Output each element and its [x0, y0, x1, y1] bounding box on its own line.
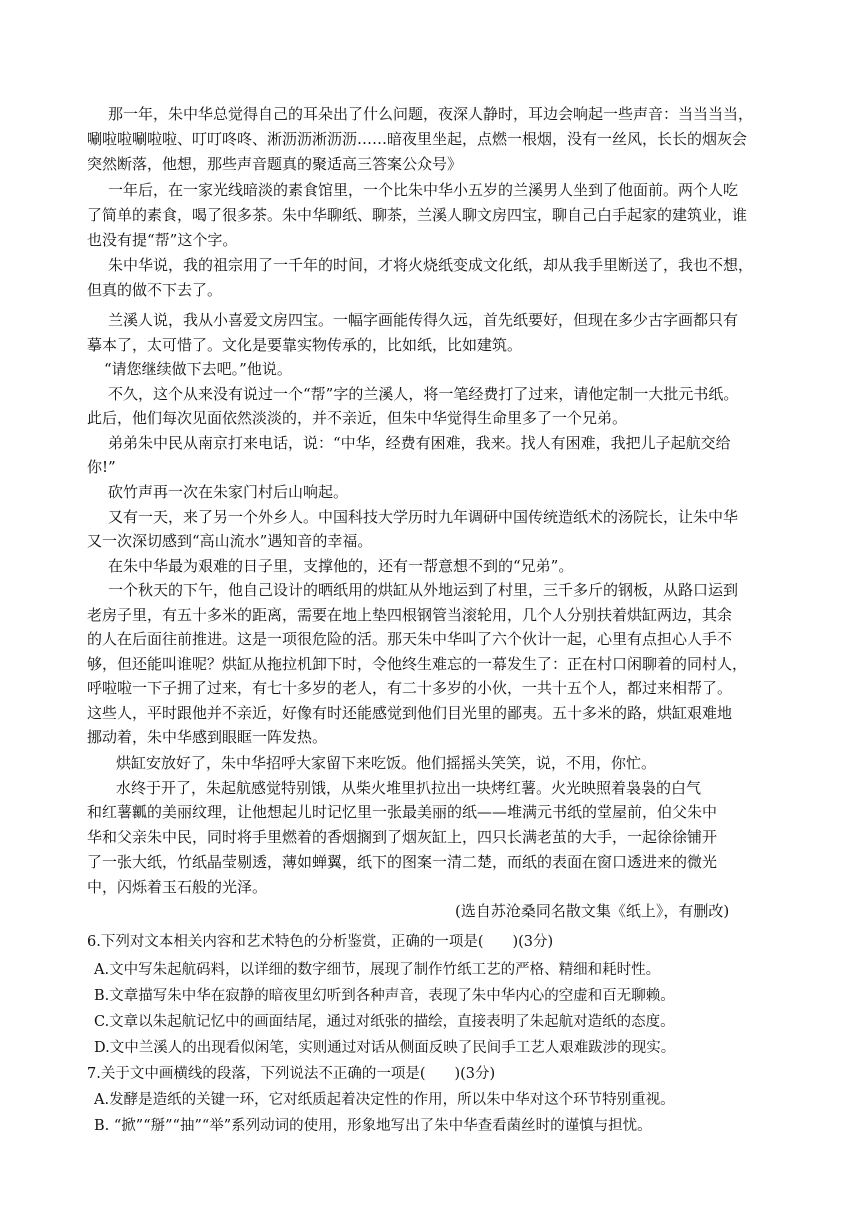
passage-line: 中，闪烁着玉石般的光泽。: [87, 878, 268, 896]
question-6-option-b: B.文章描写朱中华在寂静的暗夜里幻听到各种声音，表现了朱中华内心的空虚和百无聊赖。: [94, 988, 675, 1004]
passage-line: 华和父亲朱中民，同时将手里燃着的香烟搁到了烟灰缸上，四只长满老茧的大手，一起徐徐铺开: [87, 828, 718, 846]
passage-line: 了一张大纸，竹纸晶莹剔透，薄如蝉翼，纸下的图案一清二楚，而纸的表面在窗口透进来的微光: [87, 853, 718, 871]
passage-line: 摹本了，太可惜了。文化是要靠实物传承的，比如纸，比如建筑。: [87, 336, 523, 354]
question-6-option-a: A.文中写朱起航码料，以详细的数字细节，展现了制作竹纸工艺的严格、精细和耗时性。: [94, 962, 661, 978]
question-6-option-d: D.文中兰溪人的出现看似闲笔，实则通过对话从侧面反映了民间手工艺人艰难跋涉的现实。: [94, 1040, 676, 1056]
passage-line: 兰溪人说，我从小喜爱文房四宝。一幅字画能传得久远，首先纸要好，但现在多少古字画都只有: [108, 311, 739, 329]
passage-line: 挪动着，朱中华感到眼眶一阵发热。: [87, 728, 328, 746]
question-7-option-a: A.发酵是造纸的关键一环，它对纸质起着决定性的作用，所以朱中华对这个环节特别重视。: [94, 1092, 675, 1108]
question-6-option-c: C.文章以朱起航记忆中的画面结尾，通过对纸张的描绘，直接表明了朱起航对造纸的态度。: [94, 1014, 675, 1030]
passage-line: 不久，这个从来没有说过一个“帮”字的兰溪人，将一笔经费打了过来，请他定制一大批元书纸。: [108, 385, 739, 403]
passage-line: “请您继续做下去吧。”他说。: [104, 360, 292, 378]
passage-line: 你!”: [87, 458, 116, 476]
passage-line: 这些人，平时跟他并不亲近，好像有时还能感觉到他们目光里的鄙夷。五十多米的路，烘缸艰难地: [87, 704, 733, 722]
passage-line: 砍竹声再一次在朱家门村后山响起。: [108, 483, 349, 501]
passage-line: 但真的做不下去了。: [87, 281, 223, 299]
question-7-stem: 7.关于文中画横线的段落，下列说法不正确的一项是( )(3分): [87, 1066, 496, 1082]
source-citation: (选自苏沧桑同名散文集《纸上》，有删改): [455, 902, 730, 920]
passage-line: 朱中华说，我的祖宗用了一千年的时间，才将火烧纸变成文化纸，却从我手里断送了，我也不想，: [108, 256, 754, 274]
passage-line: 了简单的素食，喝了很多茶。朱中华聊纸、聊茶，兰溪人聊文房四宝，聊自己白手起家的建筑业，谁: [87, 206, 748, 224]
passage-line: 突然断落，他想，那些声音题真的聚适高三答案公众号》: [87, 155, 463, 173]
passage-line: 在朱中华最为艰难的日子里，支撑他的，还有一帮意想不到的“兄弟”。: [108, 557, 574, 575]
question-6-stem: 6.下列对文本相关内容和艺术特色的分析鉴赏，正确的一项是( )(3分): [87, 934, 554, 950]
passage-line: 呼啦啦一下子拥了过来，有七十多岁的老人，有二十多岁的小伙，一共十五个人，都过来相帮了。: [87, 679, 733, 697]
passage-line: 又一次深切感到“高山流水”遇知音的幸福。: [87, 532, 373, 550]
passage-line: 一年后，在一家光线暗淡的素食馆里，一个比朱中华小五岁的兰溪男人坐到了他面前。两个人吃: [108, 181, 739, 199]
passage-line: 唰啦啦唰啦啦、叮叮咚咚、淅沥沥淅沥沥……暗夜里坐起，点燃一根烟，没有一丝风，长长的烟灰会: [87, 130, 748, 148]
passage-line: 此后，他们每次见面依然淡淡的，并不亲近，但朱中华觉得生命里多了一个兄弟。: [87, 409, 628, 427]
passage-line: 又有一天，来了另一个外乡人。中国科技大学历时九年调研中国传统造纸术的汤院长，让朱中华: [108, 508, 739, 526]
passage-line: 和红薯瓤的美丽纹理，让他想起儿时记忆里一张最美丽的纸——堆满元书纸的堂屋前，伯父朱中: [87, 803, 718, 821]
passage-line: 弟弟朱中民从南京打来电话，说：“中华，经费有困难，我来。找人有困难，我把儿子起航交给: [108, 434, 731, 452]
passage-line: 那一年，朱中华总觉得自己的耳朵出了什么问题，夜深人静时，耳边会响起一些声音：当当当当，: [108, 105, 754, 123]
passage-line: 水终于开了，朱起航感觉特别饿，从柴火堆里扒拉出一块烤红薯。火光映照着袅袅的白气: [116, 779, 702, 797]
passage-line: 一个秋天的下午，他自己设计的晒纸用的烘缸从外地运到了村里，三千多斤的钢板，从路口运到: [108, 581, 739, 599]
passage-line: 也没有提“帮”这个字。: [87, 231, 238, 249]
passage-line: 够，但还能叫谁呢？烘缸从拖拉机卸下时，令他终生难忘的一幕发生了：正在村口闲聊着的同村人，: [87, 655, 748, 673]
passage-line: 老房子里，有五十多米的距离，需要在地上垫四根钢管当滚轮用，几个人分别扶着烘缸两边，其余: [87, 606, 733, 624]
passage-line: 的人在后面往前推进。这是一项很危险的活。那天朱中华叫了六个伙计一起，心里有点担心人手不: [87, 630, 733, 648]
question-7-option-b: B. “掀”“掰”“抽”“举”系列动词的使用，形象地写出了朱中华查看菌丝时的谨慎与担忧。: [94, 1118, 652, 1134]
passage-line: 烘缸安放好了，朱中华招呼大家留下来吃饭。他们摇摇头笑笑，说，不用，你忙。: [116, 754, 657, 772]
